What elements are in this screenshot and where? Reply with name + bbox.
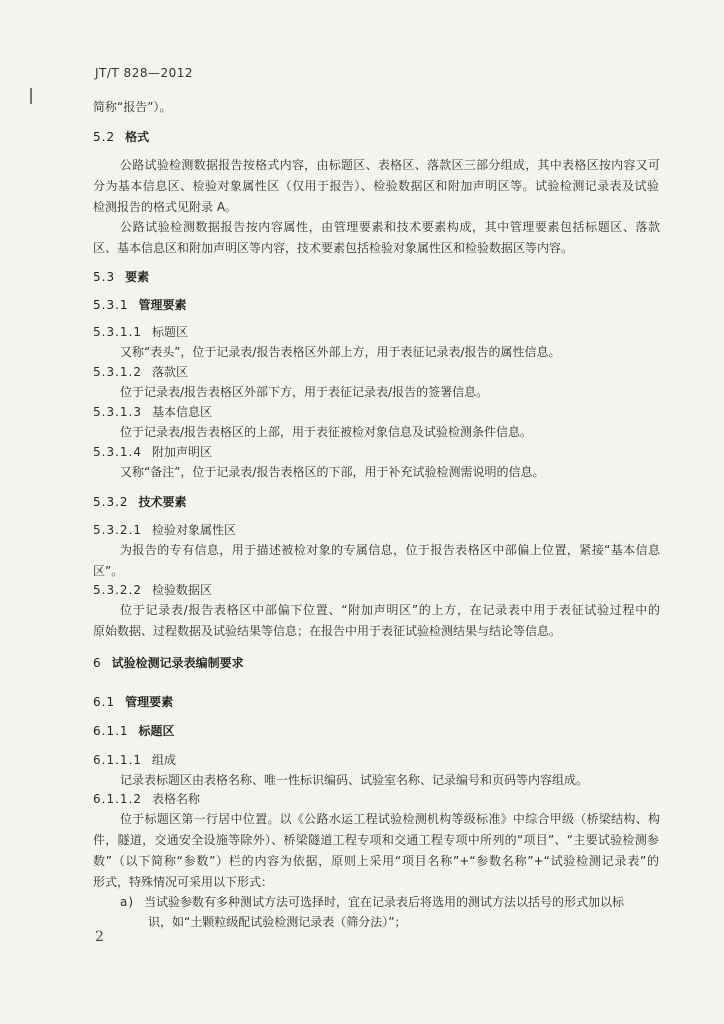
chapter-number: 6 (93, 656, 102, 670)
clause-number: 5.3.2.2 (93, 583, 142, 597)
clause-number: 6.1.1.1 (93, 753, 142, 767)
text-line: 位于记录表/报告表格区中部偏下位置、“附加声明区”的上方，在记录表中用于表征试验过程中的 (120, 603, 660, 617)
clause-title: 标题区 (151, 325, 188, 339)
clause-number: 5.3.1.4 (93, 445, 142, 459)
text-line: 简称“报告”）。 (93, 100, 172, 114)
chapter-heading (93, 655, 244, 671)
text-line: 位于记录表/报告表格区的上部，用于表征被检对象信息及试验检测条件信息。 (120, 425, 533, 439)
clause-title: 检验对象属性区 (151, 523, 236, 537)
section-heading (93, 723, 175, 739)
margin-mark (30, 88, 32, 104)
text-line: 识，如“土颗粒级配试验检测记录表（筛分法）”； (148, 915, 407, 929)
section-title: 格式 (125, 130, 150, 144)
text-line: 位于标题区第一行居中位置。以《公路水运工程试验检测机构等级标准》中综合甲级（桥梁结构、构 (120, 812, 660, 826)
section-title: 管理要素 (138, 298, 187, 312)
clause-heading (93, 444, 212, 460)
text-line: 为报告的专有信息，用于描述被检对象的专属信息，位于报告表格区中部偏上位置，紧接“基本信息 (120, 543, 660, 557)
text-line: 件，隧道，交通安全设施等除外）、桥梁隧道工程专项和交通工程专项中所列的“项目”、“主要试验检测参 (93, 833, 659, 847)
chapter-title: 试验检测记录表编制要求 (111, 656, 244, 670)
clause-heading (93, 791, 200, 807)
text-line: 记录表标题区由表格名称、唯一性标识编码、试验室名称、记录编号和页码等内容组成。 (120, 773, 589, 787)
section-heading (93, 269, 149, 285)
clause-title: 基本信息区 (151, 405, 212, 419)
text-line: 原始数据、过程数据及试验结果等信息；在报告中用于表征试验检测结果与结论等信息。 (93, 624, 562, 638)
section-number: 6.1 (93, 695, 116, 709)
clause-number: 5.3.1.1 (93, 325, 142, 339)
section-title: 要素 (125, 270, 150, 284)
clause-title: 附加声明区 (151, 445, 212, 459)
clause-heading (93, 582, 212, 598)
clause-title: 检验数据区 (151, 583, 212, 597)
text-line: 检测报告的格式见附录 A。 (93, 200, 238, 214)
section-number: 5.2 (93, 130, 116, 144)
clause-number: 5.3.2.1 (93, 523, 142, 537)
page-number: 2 (95, 929, 104, 945)
section-title: 技术要素 (138, 495, 187, 509)
text-line: 形式，特殊情况可采用以下形式： (93, 875, 274, 889)
text-line: 位于记录表/报告表格区外部下方，用于表征记录表/报告的签署信息。 (120, 385, 489, 399)
clause-heading (93, 404, 212, 420)
section-number: 5.3.2 (93, 495, 129, 509)
section-heading (93, 297, 187, 313)
clause-title: 表格名称 (151, 792, 200, 806)
section-number: 5.3 (93, 270, 116, 284)
clause-heading (93, 522, 236, 538)
section-title: 标题区 (138, 724, 175, 738)
text-line: 又称“表头”，位于记录表/报告表格区外部上方，用于表征记录表/报告的属性信息。 (120, 345, 561, 359)
list-item (120, 894, 624, 910)
text-line: 公路试验检测数据报告按内容属性，由管理要素和技术要素构成，其中管理要素包括标题区、落款 (120, 220, 660, 234)
text-line: 区、基本信息区和附加声明区等内容，技术要素包括检验对象属性区和检验数据区等内容。 (93, 241, 574, 255)
section-number: 6.1.1 (93, 724, 129, 738)
list-text: 当试验参数有多种测试方法可选择时，宜在记录表后将选用的测试方法以括号的形式加以标 (144, 895, 625, 909)
standard-code-header: JT/T 828—2012 (95, 66, 193, 80)
clause-title: 落款区 (151, 365, 188, 379)
section-title: 管理要素 (125, 695, 174, 709)
clause-heading (93, 752, 176, 768)
section-heading (93, 494, 187, 510)
clause-number: 6.1.1.2 (93, 792, 142, 806)
text-line: 数”（以下简称“参数”）栏的内容为依据，原则上采用“项目名称”+“参数名称”+“试验检测记录表”的 (93, 854, 659, 868)
clause-number: 5.3.1.3 (93, 405, 142, 419)
text-line: 分为基本信息区、检验对象属性区（仅用于报告）、检验数据区和附加声明区等。试验检测记录表及试验 (93, 179, 659, 193)
clause-title: 组成 (151, 753, 176, 767)
section-number: 5.3.1 (93, 298, 129, 312)
text-line: 区”。 (93, 564, 124, 578)
clause-heading (93, 364, 188, 380)
text-line: 又称“备注”，位于记录表/报告表格区的下部，用于补充试验检测需说明的信息。 (120, 465, 545, 479)
clause-heading (93, 324, 188, 340)
section-heading (93, 129, 149, 145)
section-heading (93, 694, 173, 710)
text-line: 公路试验检测数据报告按格式内容，由标题区、表格区、落款区三部分组成，其中表格区按内容又可 (120, 158, 660, 172)
list-marker: a) (120, 895, 135, 909)
clause-number: 5.3.1.2 (93, 365, 142, 379)
